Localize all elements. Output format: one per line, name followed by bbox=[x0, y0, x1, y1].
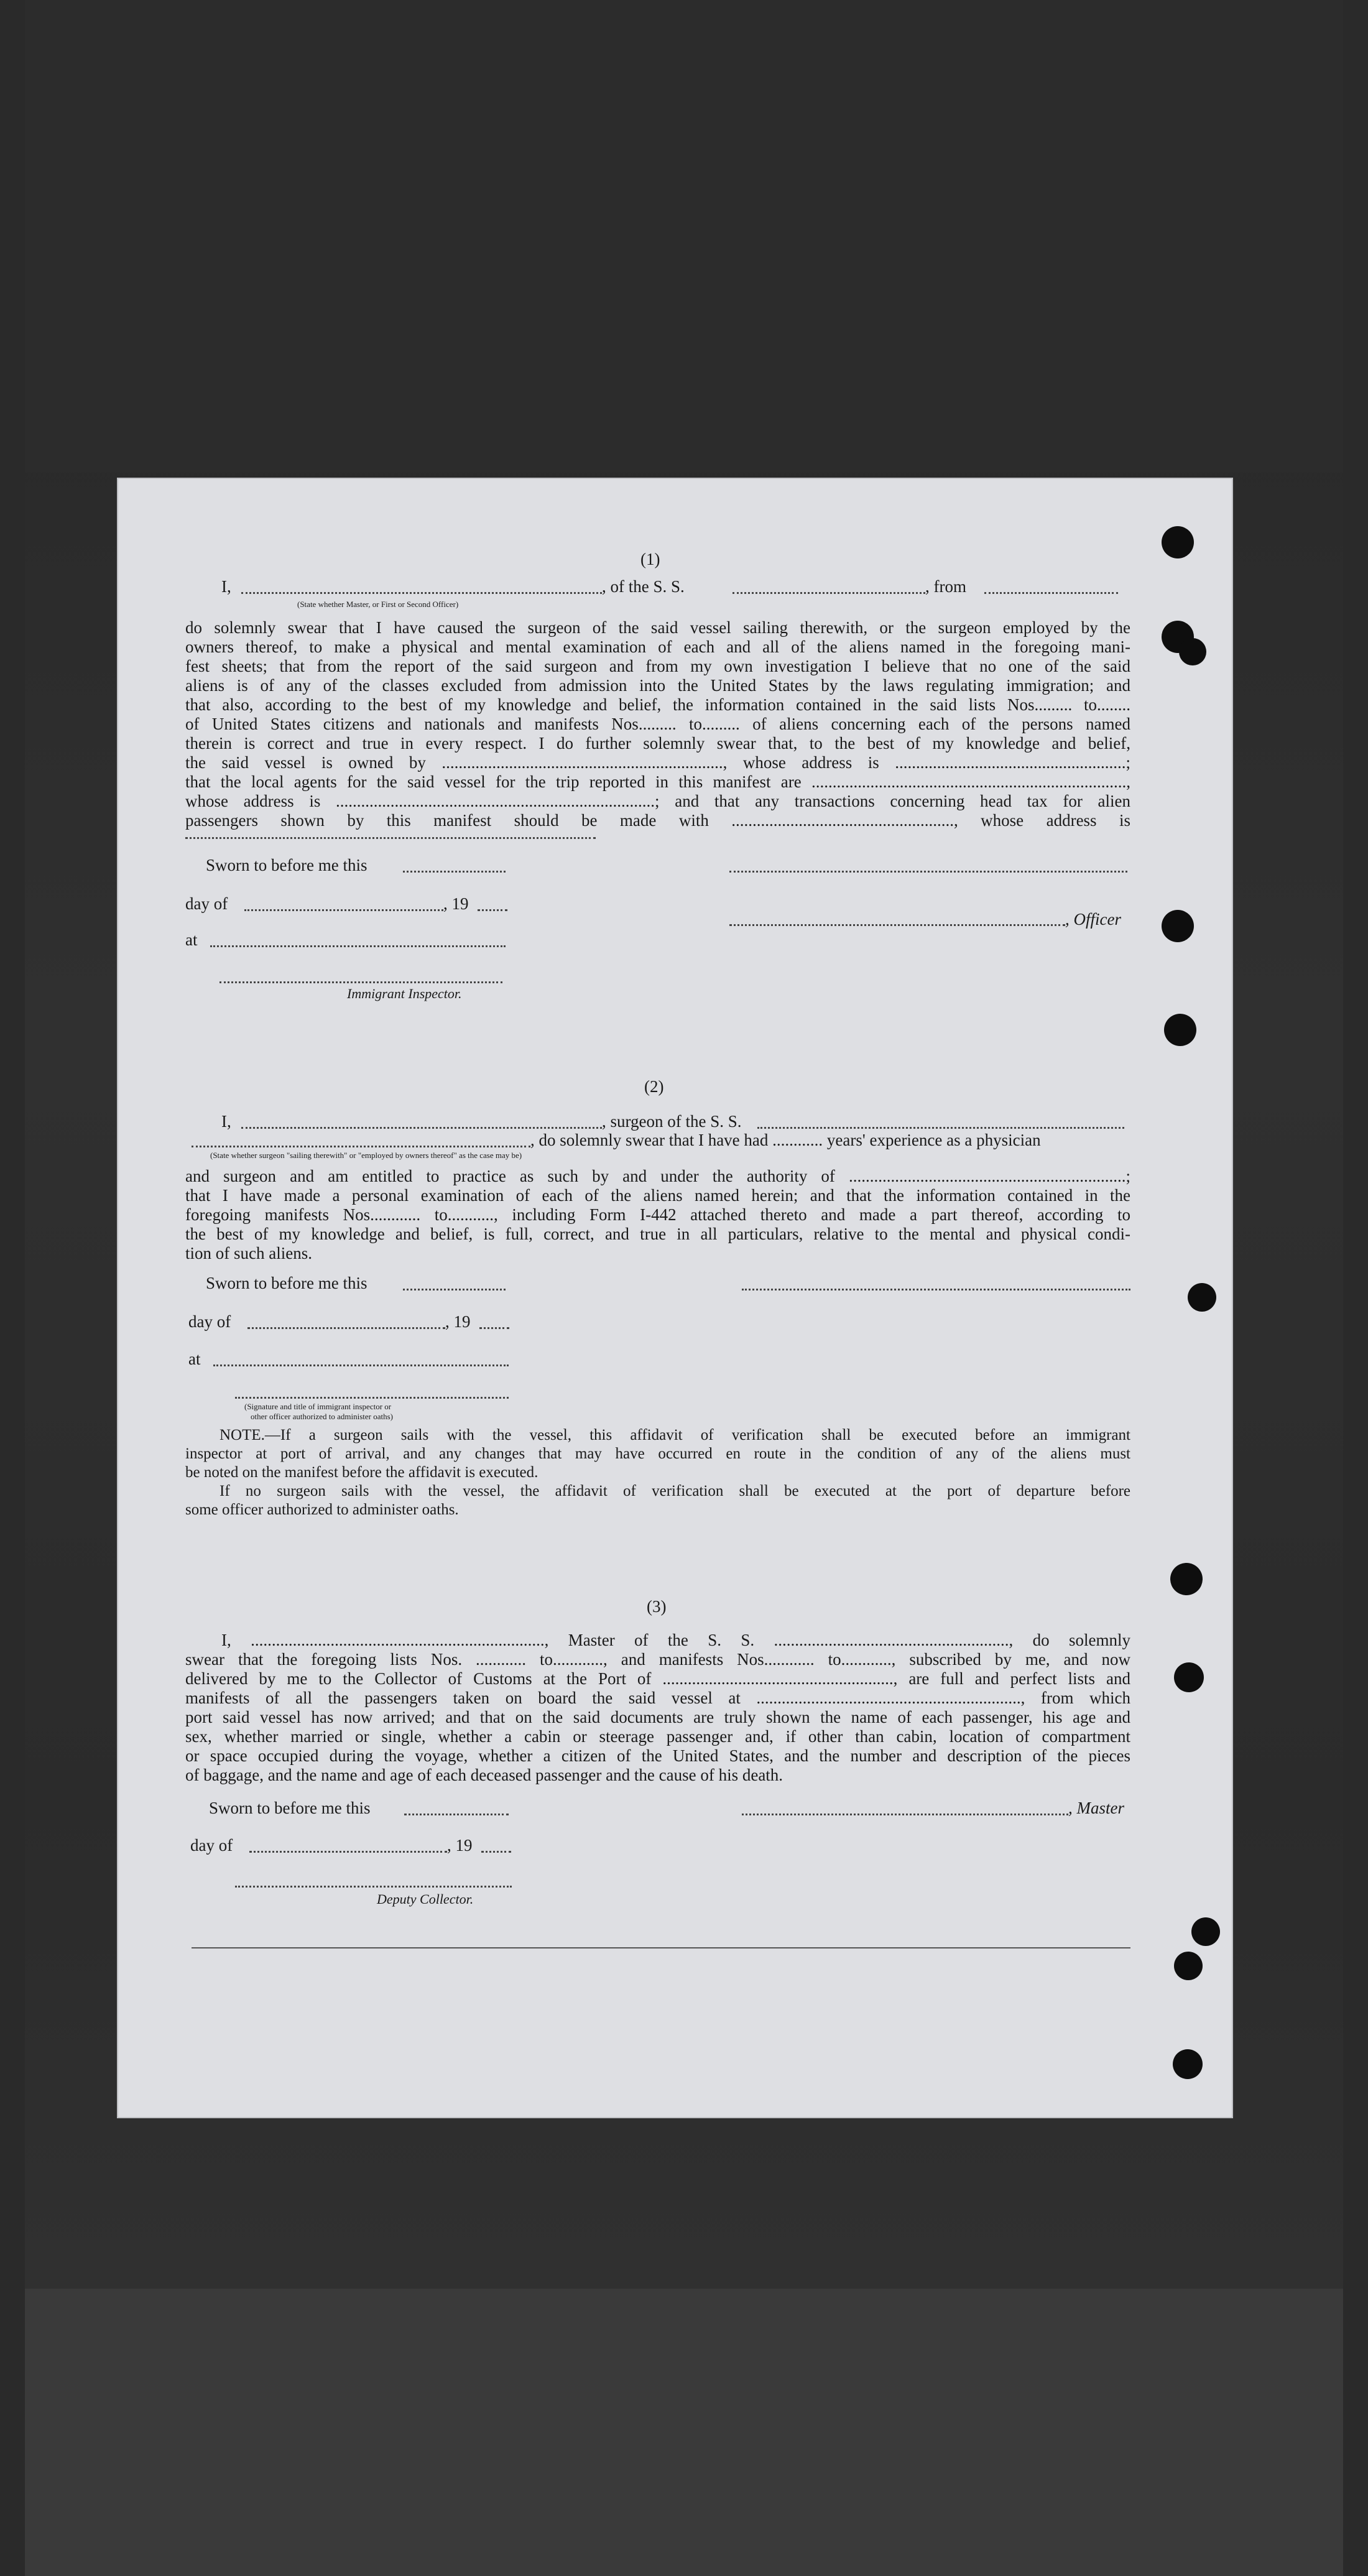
paragraph-line: owners thereof, to make a physical and mental examination of each and all of the aliens named in the foregoing mani- bbox=[185, 637, 1130, 656]
from-blank bbox=[984, 592, 1118, 594]
sworn-blank bbox=[403, 1289, 506, 1290]
oath-line-i: I, bbox=[221, 1112, 231, 1131]
paragraph-line: port said vessel has now arrived; and that on the said documents are truly shown the name of each passenger, his age and bbox=[185, 1708, 1130, 1726]
punch-hole-icon bbox=[1162, 526, 1194, 558]
signature-note: other officer authorized to administer oaths) bbox=[251, 1412, 393, 1421]
oath-line-i: I, bbox=[221, 577, 231, 596]
paragraph-line: of baggage, and the name and age of each deceased passenger and the cause of his death. bbox=[185, 1766, 783, 1784]
paragraph-line: do solemnly swear that I have caused the surgeon of the said vessel sailing therewith, or the surgeon employed by the bbox=[185, 618, 1130, 637]
punch-hole-icon bbox=[1162, 910, 1194, 942]
paragraph-line: fest sheets; that from the report of the said surgeon and from my own investigation I believe that no one of the said bbox=[185, 657, 1130, 675]
manifest-page bbox=[117, 478, 1233, 2118]
punch-hole-icon bbox=[1173, 2049, 1203, 2079]
address-blank bbox=[185, 837, 596, 839]
paragraph-line: passengers shown by this manifest should be made with ....................................................., whose address is bbox=[185, 811, 1130, 830]
officer-label: , Officer bbox=[1065, 910, 1121, 929]
film-top-area bbox=[25, 0, 1343, 473]
year-label: , 19 bbox=[445, 1312, 471, 1331]
note-line: be noted on the manifest before the affidavit is executed. bbox=[185, 1464, 538, 1481]
paragraph-line: tion of such aliens. bbox=[185, 1244, 312, 1263]
paragraph-line: of United States citizens and nationals and manifests Nos......... to......... of aliens concerning each of the persons named bbox=[185, 715, 1130, 733]
paragraph-line: or space occupied during the voyage, whether a citizen of the United States, and the number and description of the pieces bbox=[185, 1746, 1130, 1765]
day-of-label: day of bbox=[188, 1312, 231, 1331]
signature-blank bbox=[742, 1289, 1130, 1290]
signature-note: (Signature and title of immigrant inspector or bbox=[244, 1402, 392, 1411]
film-bottom-band bbox=[25, 2289, 1343, 2576]
paragraph-line: manifests of all the passengers taken on board the said vessel at ..............................................................., from which bbox=[185, 1689, 1130, 1707]
oath-paragraph-1 bbox=[185, 618, 1130, 830]
year-blank bbox=[479, 1327, 509, 1329]
paragraph-line: delivered by me to the Collector of Customs at the Port of ......................................................., are full and perfect lists and bbox=[185, 1669, 1130, 1688]
collector-label: Deputy Collector. bbox=[377, 1891, 474, 1907]
name-blank bbox=[241, 592, 602, 594]
paragraph-line: whose address is ............................................................................; and that any transactions concerning head tax for alien bbox=[185, 792, 1130, 810]
master-note: (State whether Master, or First or Second Officer) bbox=[297, 600, 459, 609]
sworn-label: Sworn to before me this bbox=[206, 1274, 367, 1292]
year-label: , 19 bbox=[447, 1836, 473, 1855]
punch-hole-icon bbox=[1164, 1014, 1196, 1046]
day-blank bbox=[247, 1327, 445, 1329]
punch-hole-icon bbox=[1179, 638, 1206, 665]
note-line: inspector at port of arrival, and any changes that may have occurred en route in the condition of any of the aliens must bbox=[185, 1445, 1130, 1462]
punch-hole-icon bbox=[1188, 1283, 1216, 1312]
master-blank bbox=[742, 1814, 1068, 1815]
section-number: (2) bbox=[644, 1077, 664, 1096]
signature-blank bbox=[729, 871, 1127, 873]
sworn-label: Sworn to before me this bbox=[206, 856, 367, 874]
paragraph-line: and surgeon and am entitled to practice as such by and under the authority of ..................................................................; bbox=[185, 1167, 1130, 1185]
at-label: at bbox=[185, 930, 198, 949]
vessel-blank bbox=[733, 592, 925, 594]
surgeon-label: , surgeon of the S. S. bbox=[602, 1112, 742, 1131]
paragraph-line: that also, according to the best of my knowledge and belief, the information contained in the said lists Nos......... to........ bbox=[185, 695, 1130, 714]
vessel-blank bbox=[757, 1127, 1124, 1129]
inspector-label: Immigrant Inspector. bbox=[347, 986, 462, 1001]
paragraph-line: sex, whether married or single, whether a cabin or steerage passenger and, if other than cabin, location of compartment bbox=[185, 1727, 1130, 1746]
years-line: , do solemnly swear that I have had ............ years' experience as a physician bbox=[530, 1131, 1041, 1149]
day-blank bbox=[249, 1851, 447, 1853]
officer-signature-blank bbox=[235, 1397, 509, 1399]
paragraph-line: that the local agents for the said vessel for the trip reported in this manifest are ..........................................................................., bbox=[185, 772, 1130, 791]
day-of-label: day of bbox=[185, 894, 228, 913]
oath-paragraph-3 bbox=[185, 1631, 1130, 1785]
day-blank bbox=[244, 909, 443, 911]
paragraph-line: swear that the foregoing lists Nos. ............ to............, and manifests Nos............ to............, subscribed by me, and now bbox=[185, 1650, 1130, 1669]
bottom-rule bbox=[192, 1947, 1130, 1948]
oath-paragraph-2 bbox=[185, 1167, 1130, 1263]
vessel-label: , of the S. S. bbox=[602, 577, 685, 596]
section-number: (3) bbox=[647, 1597, 667, 1616]
paragraph-line: that I have made a personal examination of each of the aliens named herein; and that the information contained in the bbox=[185, 1186, 1130, 1205]
surgeon-note: (State whether surgeon "sailing therewith" or "employed by owners thereof" as the case may be) bbox=[210, 1151, 522, 1160]
paragraph-line: aliens is of any of the classes excluded from admission into the United States by the laws regulating immigration; and bbox=[185, 676, 1130, 695]
punch-hole-icon bbox=[1191, 1917, 1220, 1946]
collector-signature-blank bbox=[235, 1886, 512, 1888]
day-of-label: day of bbox=[190, 1836, 233, 1855]
master-label: , Master bbox=[1068, 1799, 1124, 1817]
year-blank bbox=[481, 1851, 511, 1853]
note-line: NOTE.—If a surgeon sails with the vessel, this affidavit of verification shall be executed before an immigrant bbox=[220, 1427, 1130, 1443]
paragraph-line: foregoing manifests Nos............ to..........., including Form I-442 attached thereto and made a part thereof, according to bbox=[185, 1205, 1130, 1224]
name-blank bbox=[241, 1127, 602, 1129]
at-label: at bbox=[188, 1350, 201, 1368]
paragraph-line: the best of my knowledge and belief, is full, correct, and true in all particulars, relative to the mental and physical condi- bbox=[185, 1225, 1130, 1243]
section-number: (1) bbox=[640, 550, 660, 568]
officer-blank bbox=[729, 924, 1065, 926]
surgeon-type-blank bbox=[192, 1146, 530, 1147]
from-label: , from bbox=[925, 577, 966, 596]
sworn-blank bbox=[403, 871, 506, 873]
note-block bbox=[185, 1426, 1130, 1519]
at-blank bbox=[213, 1364, 509, 1366]
year-blank bbox=[478, 909, 507, 911]
note-line: If no surgeon sails with the vessel, the affidavit of verification shall be executed at the port of departure before bbox=[220, 1483, 1130, 1499]
sworn-label: Sworn to before me this bbox=[209, 1799, 371, 1817]
punch-hole-icon bbox=[1174, 1662, 1204, 1692]
note-line: some officer authorized to administer oaths. bbox=[185, 1501, 459, 1518]
paragraph-line: I, ......................................................................, Master of the S. S. ........................................................, do solemnly bbox=[221, 1631, 1130, 1649]
punch-hole-icon bbox=[1174, 1952, 1203, 1980]
punch-hole-icon bbox=[1170, 1563, 1203, 1595]
year-label: , 19 bbox=[443, 894, 469, 913]
paragraph-line: the said vessel is owned by ..................................................................., whose address is .......................................................; bbox=[185, 753, 1130, 772]
inspector-signature-blank bbox=[220, 981, 502, 983]
sworn-blank bbox=[404, 1814, 509, 1815]
at-blank bbox=[210, 945, 506, 947]
paragraph-line: therein is correct and true in every respect. I do further solemnly swear that, to the best of my knowledge and belief, bbox=[185, 734, 1130, 753]
